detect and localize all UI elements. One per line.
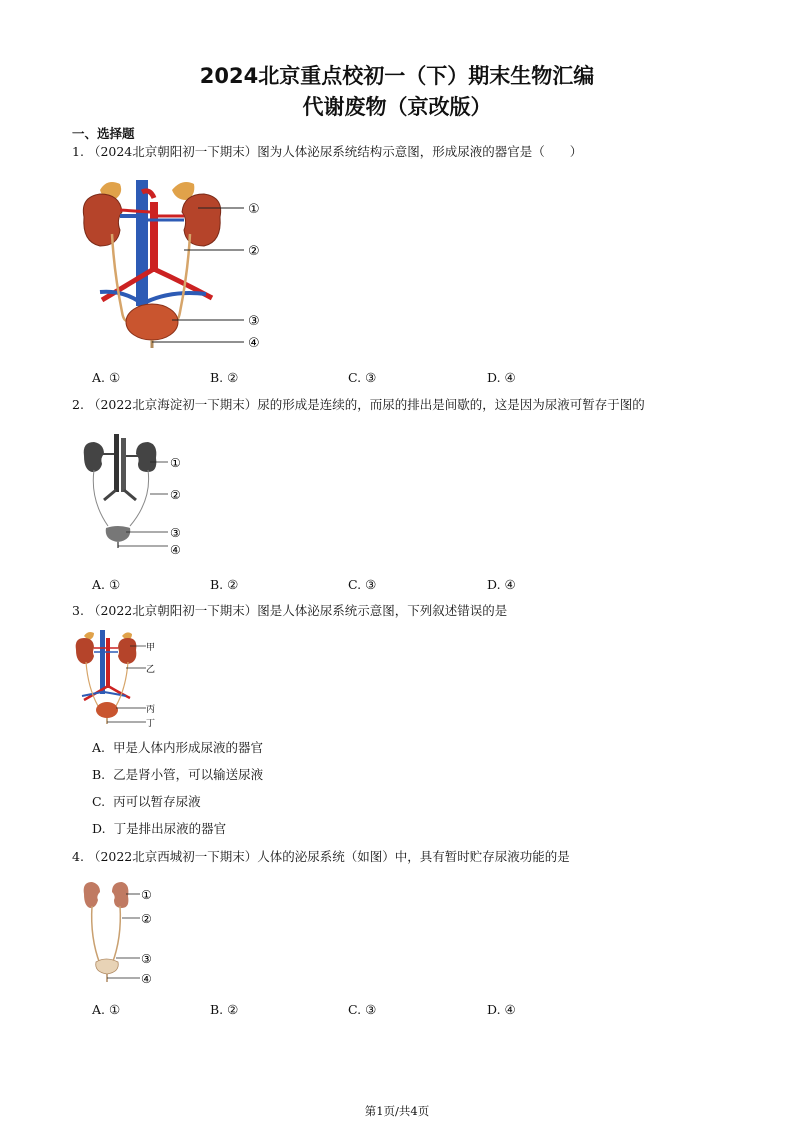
figure-label: ③	[170, 526, 181, 540]
figure-label: ④	[170, 543, 181, 557]
figure-label: ②	[141, 912, 152, 926]
option-text: ③	[365, 577, 377, 592]
document-title: 2024北京重点校初一（下）期末生物汇编	[199, 64, 595, 88]
option-c[interactable]	[348, 1002, 376, 1018]
option-letter: B.	[210, 577, 224, 592]
option-letter: A.	[92, 740, 106, 755]
option-a[interactable]	[92, 577, 120, 593]
option-letter: D.	[92, 821, 106, 836]
option-text: ①	[109, 577, 121, 592]
figure-label: ④	[248, 336, 260, 351]
option-text: 丁是排出尿液的器官	[113, 821, 227, 836]
option-text: ④	[504, 370, 516, 385]
option-b[interactable]	[210, 1002, 238, 1018]
option-d[interactable]	[487, 1002, 516, 1018]
option-text: ③	[365, 370, 377, 385]
option-letter: C.	[348, 370, 362, 385]
figure-label: ②	[248, 244, 260, 259]
option-letter: C.	[348, 1002, 362, 1017]
question-text: （2022北京海淀初一下期末）尿的形成是连续的，而尿的排出是间歇的，这是因为尿液可暂存于图的	[87, 397, 645, 412]
option-letter: C.	[92, 794, 106, 809]
option-a[interactable]	[92, 370, 120, 386]
option-c[interactable]	[348, 577, 376, 593]
urinary-system-diagram-4	[78, 878, 168, 990]
option-c[interactable]	[92, 794, 201, 810]
option-text: ①	[109, 1002, 121, 1017]
question-4	[72, 849, 570, 865]
question-3	[72, 603, 507, 619]
option-d[interactable]	[487, 370, 516, 386]
option-letter: B.	[210, 370, 224, 385]
urinary-system-diagram-1	[72, 172, 272, 354]
option-text: ③	[365, 1002, 377, 1017]
option-a[interactable]	[92, 740, 263, 756]
section-heading: 一、选择题	[72, 126, 135, 141]
urinary-system-diagram-2	[78, 430, 190, 560]
figure-label: ①	[141, 888, 152, 902]
question-number: 4.	[72, 849, 84, 864]
question-2	[72, 397, 645, 413]
question-1	[72, 144, 582, 160]
figure-label: ③	[141, 952, 152, 966]
option-d[interactable]	[92, 821, 226, 837]
figure-label: ④	[141, 972, 152, 986]
option-text: 乙是肾小管，可以输送尿液	[113, 767, 264, 782]
option-c[interactable]	[348, 370, 376, 386]
question-text: （2022北京朝阳初一下期末）图是人体泌尿系统示意图，下列叙述错误的是	[87, 603, 508, 618]
option-text: 丙可以暂存尿液	[113, 794, 201, 809]
option-text: ②	[227, 577, 239, 592]
figure-label: 丙	[146, 705, 156, 715]
figure-label: ①	[170, 456, 181, 470]
option-letter: D.	[487, 1002, 501, 1017]
option-letter: A.	[92, 370, 106, 385]
figure-label: 乙	[146, 665, 156, 675]
option-text: ④	[504, 577, 516, 592]
option-b[interactable]	[210, 577, 238, 593]
urinary-system-diagram-3	[72, 628, 162, 728]
question-number: 3.	[72, 603, 84, 618]
option-letter: A.	[92, 577, 106, 592]
option-letter: B.	[210, 1002, 224, 1017]
question-number: 1.	[72, 144, 84, 159]
option-letter: D.	[487, 370, 501, 385]
figure-label: ②	[170, 488, 181, 502]
question-text: （2022北京西城初一下期末）人体的泌尿系统（如图）中，具有暂时贮存尿液功能的是	[87, 849, 570, 864]
question-number: 2.	[72, 397, 84, 412]
figure-label: ③	[248, 314, 260, 329]
option-letter: C.	[348, 577, 362, 592]
option-b[interactable]	[210, 370, 238, 386]
option-text: ②	[227, 1002, 239, 1017]
question-text: （2024北京朝阳初一下期末）图为人体泌尿系统结构示意图，形成尿液的器官是（ ）	[87, 144, 583, 159]
option-b[interactable]	[92, 767, 263, 783]
option-text: 甲是人体内形成尿液的器官	[113, 740, 264, 755]
option-text: ②	[227, 370, 239, 385]
document-subtitle: 代谢废物（京改版）	[302, 95, 492, 119]
option-letter: A.	[92, 1002, 106, 1017]
figure-label: 甲	[146, 643, 156, 653]
option-letter: B.	[92, 767, 106, 782]
option-d[interactable]	[487, 577, 516, 593]
figure-label: ①	[248, 202, 260, 217]
option-text: ④	[504, 1002, 516, 1017]
page-footer: 第1页/共4页	[364, 1104, 430, 1118]
option-letter: D.	[487, 577, 501, 592]
figure-label: 丁	[146, 719, 156, 728]
option-a[interactable]	[92, 1002, 120, 1018]
option-text: ①	[109, 370, 121, 385]
